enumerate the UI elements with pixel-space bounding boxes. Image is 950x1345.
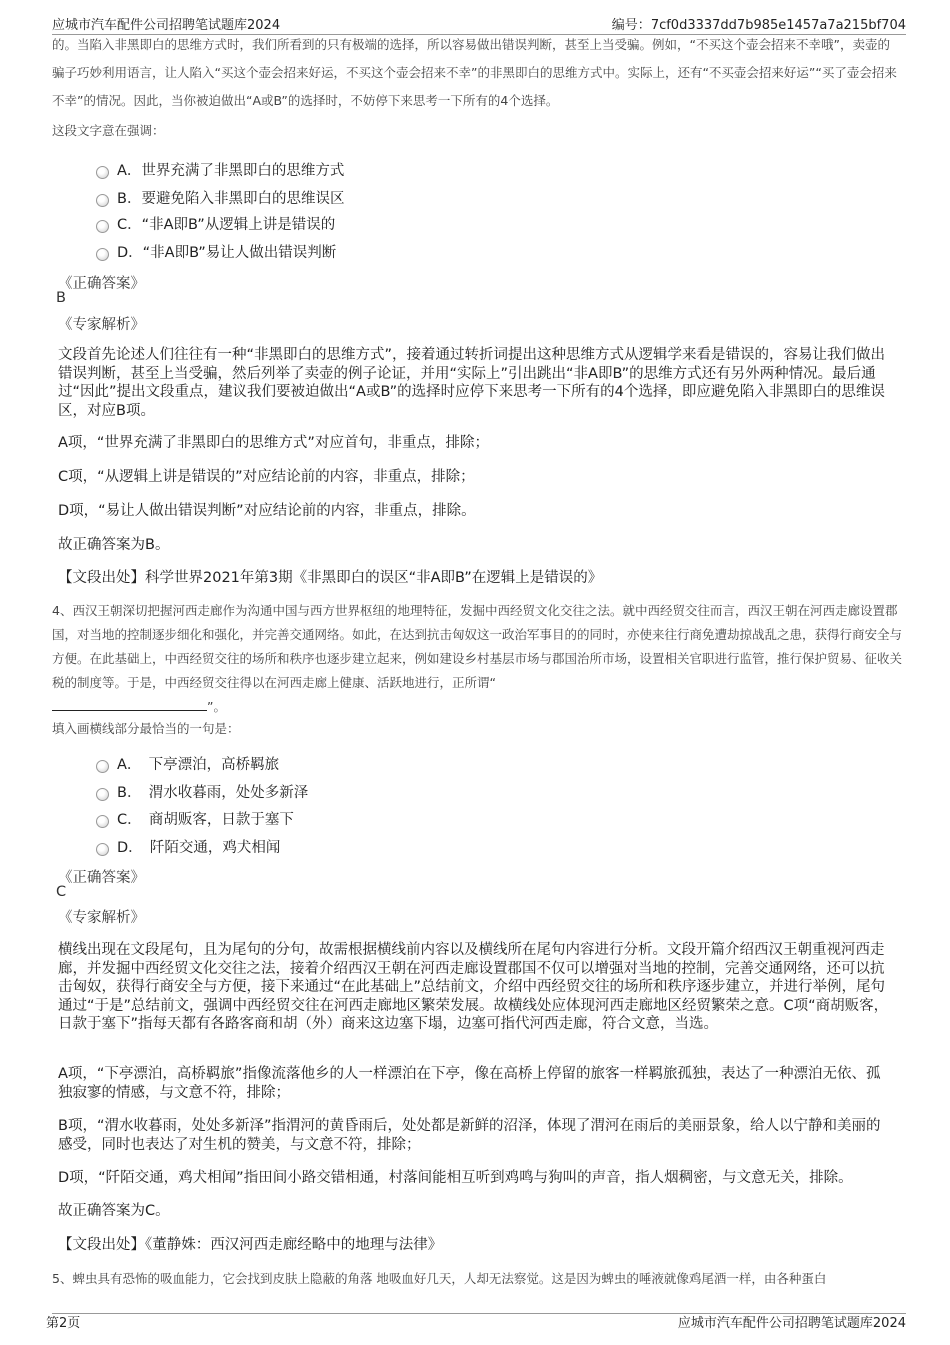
- fill-blank: [52, 697, 207, 711]
- q3-answer: B: [56, 290, 66, 306]
- option-label: A．世界充满了非黑即白的思维方式: [117, 162, 345, 179]
- option-label: A． 下亭漂泊，高桥羁旅: [117, 756, 280, 773]
- q3-option-d[interactable]: [96, 239, 336, 263]
- q4-conclusion: 故正确答案为C。: [58, 1203, 170, 1219]
- q4-passage-text: 4、西汉王朝深切把握河西走廊作为沟通中国与西方世界枢纽的地理特征，发掘中西经贸文化交往之法。就中西经贸交往而言，西汉王朝在河西走廊设置郡国，对当地的控制逐步细化和强化，并完善交通网络。如此，在达到抗击匈奴这一政治军事目的的同时，亦使来往行商免遭劫掠战乱之患，获得行商安全与方便。在此基础上，中西经贸交往的场所和秩序也逐步建立起来，例如建设乡村基层市场与郡国治所市场，设置相关官职进行监管，推行保护贸易、征收关税的制度等。于是，中西经贸交往得以在河西走廊上健康、活跃地进行，正所谓“: [52, 603, 903, 690]
- radio-icon[interactable]: [96, 788, 109, 801]
- option-label: B． 渭水收暮雨，处处多新泽: [117, 784, 309, 801]
- radio-icon[interactable]: [96, 194, 109, 207]
- q4-passage-end: ”。: [207, 699, 226, 714]
- page-number: 第2页: [46, 1316, 81, 1331]
- option-label: C．“非A即B”从逻辑上讲是错误的: [117, 216, 336, 233]
- footer-title: 应城市汽车配件公司招聘笔试题库2024: [677, 1316, 906, 1331]
- radio-icon[interactable]: [96, 248, 109, 261]
- radio-icon[interactable]: [96, 760, 109, 773]
- option-label: D．“非A即B”易让人做出错误判断: [117, 244, 337, 261]
- q3-note-c: C项，“从逻辑上讲是错误的”对应结论前的内容，非重点，排除；: [58, 469, 475, 485]
- option-label: C． 商胡贩客，日款于塞下: [117, 811, 294, 828]
- header-title: 应城市汽车配件公司招聘笔试题库2024: [52, 18, 281, 33]
- q3-conclusion: 故正确答案为B。: [58, 537, 170, 553]
- q4-note-d: D项，“阡陌交通，鸡犬相闻”指田间小路交错相通，村落间能相互听到鸡鸣与狗叫的声音，指人烟稠密，与文意无关，排除。: [58, 1170, 853, 1186]
- q5-passage: 5、蜱虫具有恐怖的吸血能力，它会找到皮肤上隐蔽的角落 地吸血好几天，人却无法察觉。这是因为蜱虫的唾液就像鸡尾酒一样，由各种蛋白: [52, 1271, 827, 1286]
- radio-icon[interactable]: [96, 220, 109, 233]
- radio-icon[interactable]: [96, 815, 109, 828]
- q3-source: 【文段出处】科学世界2021年第3期《非黑即白的误区“非A即B”在逻辑上是错误的》: [58, 570, 603, 586]
- q4-note-a: A项，“下亭漂泊，高桥羁旅”指像流落他乡的人一样漂泊在下亭，像在高桥上停留的旅客一样羁旅孤独，表达了一种漂泊无依、孤独寂寥的情感，与文意不符，排除；: [58, 1066, 881, 1101]
- option-label: B．要避免陷入非黑即白的思维误区: [117, 190, 345, 207]
- q4-analysis: 横线出现在文段尾句，且为尾句的分句，故需根据横线前内容以及横线所在尾句内容进行分析。文段开篇介绍西汉王朝重视河西走廊，并发掘中西经贸文化交往之法，接着介绍西汉王朝在河西走廊设置郡国不仅可以增强对当地的控制，完善交通网络，还可以抗击匈奴，获得行商安全与方便，接下来通过“在此基础上”总结前文，介绍中西经贸交往的场所和秩序逐步建立，并进行举例，尾句通过“于是”总结前文，强调中西经贸交往在河西走廊地区繁荣发展。故横线处应体现河西走廊地区经贸繁荣之意。C项“商胡贩客，日款于塞下”指每天都有各路客商和胡（外）商来这边塞下塌，边塞可指代河西走廊，符合文意，当选。: [58, 942, 889, 1033]
- q4-option-c[interactable]: [96, 806, 294, 830]
- q4-note-b: B项，“渭水收暮雨，处处多新泽”指渭河的黄昏雨后，处处都是新鲜的沼泽，体现了渭河在雨后的美丽景象，给人以宁静和美丽的感受，同时也表达了对生机的赞美，与文意不符，排除；: [58, 1118, 881, 1153]
- q4-option-d[interactable]: [96, 834, 280, 858]
- radio-icon[interactable]: [96, 843, 109, 856]
- q4-analysis-heading: 《专家解析》: [58, 910, 145, 926]
- q3-option-c[interactable]: [96, 211, 335, 235]
- serial-label: 编号：: [611, 18, 651, 33]
- q3-analysis: 文段首先论述人们往往有一种“非黑即白的思维方式”，接着通过转折词提出这种思维方式从逻辑学来看是错误的，容易让我们做出错误判断，甚至上当受骗，然后列举了卖壶的例子论证，并用“实际上”引出跳出“非A即B”的思维方式还有另外两种情况。最后通过“因此”提出文段重点，建议我们要被迫做出“A或B”的选择时应停下来思考一下所有的4个选择，即应避免陷入非黑即白的思维误区，对应B项。: [58, 347, 886, 419]
- option-label: D． 阡陌交通，鸡犬相闻: [117, 839, 281, 856]
- q3-passage: 的。当陷入非黑即白的思维方式时，我们所看到的只有极端的选择，所以容易做出错误判断，甚至上当受骗。例如，“不买这个壶会招来不幸哦”，卖壶的骗子巧妙利用语言，让人陷入“买这个壶会招来好运，不买这个壶会招来不幸”的非黑即白的思维方式中。实际上，还有“不买壶会招来好运”“买了壶会招来不幸”的情况。因此，当你被迫做出“A或B”的选择时，不妨停下来思考一下所有的4个选择。: [52, 37, 897, 108]
- q4-passage: [52, 599, 902, 719]
- q4-answer-heading: 《正确答案》: [58, 870, 145, 886]
- q3-option-b[interactable]: [96, 185, 344, 209]
- q4-option-a[interactable]: [96, 751, 279, 775]
- q3-analysis-heading: 《专家解析》: [58, 317, 145, 333]
- q4-source: 【文段出处】《董静姝：西汉河西走廊经略中的地理与法律》: [58, 1237, 443, 1253]
- q4-prompt: 填入画横线部分最恰当的一句是：: [52, 721, 240, 736]
- serial-value: 7cf0d3337dd7b985e1457a7a215bf704: [650, 18, 906, 33]
- q4-answer: C: [56, 884, 67, 900]
- q3-answer-heading: 《正确答案》: [58, 276, 145, 292]
- q3-note-a: A项，“世界充满了非黑即白的思维方式”对应首句，非重点，排除；: [58, 435, 489, 451]
- q3-option-a[interactable]: [96, 157, 344, 181]
- q3-prompt: 这段文字意在强调：: [52, 123, 165, 138]
- radio-icon[interactable]: [96, 166, 109, 179]
- q3-note-d: D项，“易让人做出错误判断”对应结论前的内容，非重点，排除。: [58, 503, 476, 519]
- q4-option-b[interactable]: [96, 779, 308, 803]
